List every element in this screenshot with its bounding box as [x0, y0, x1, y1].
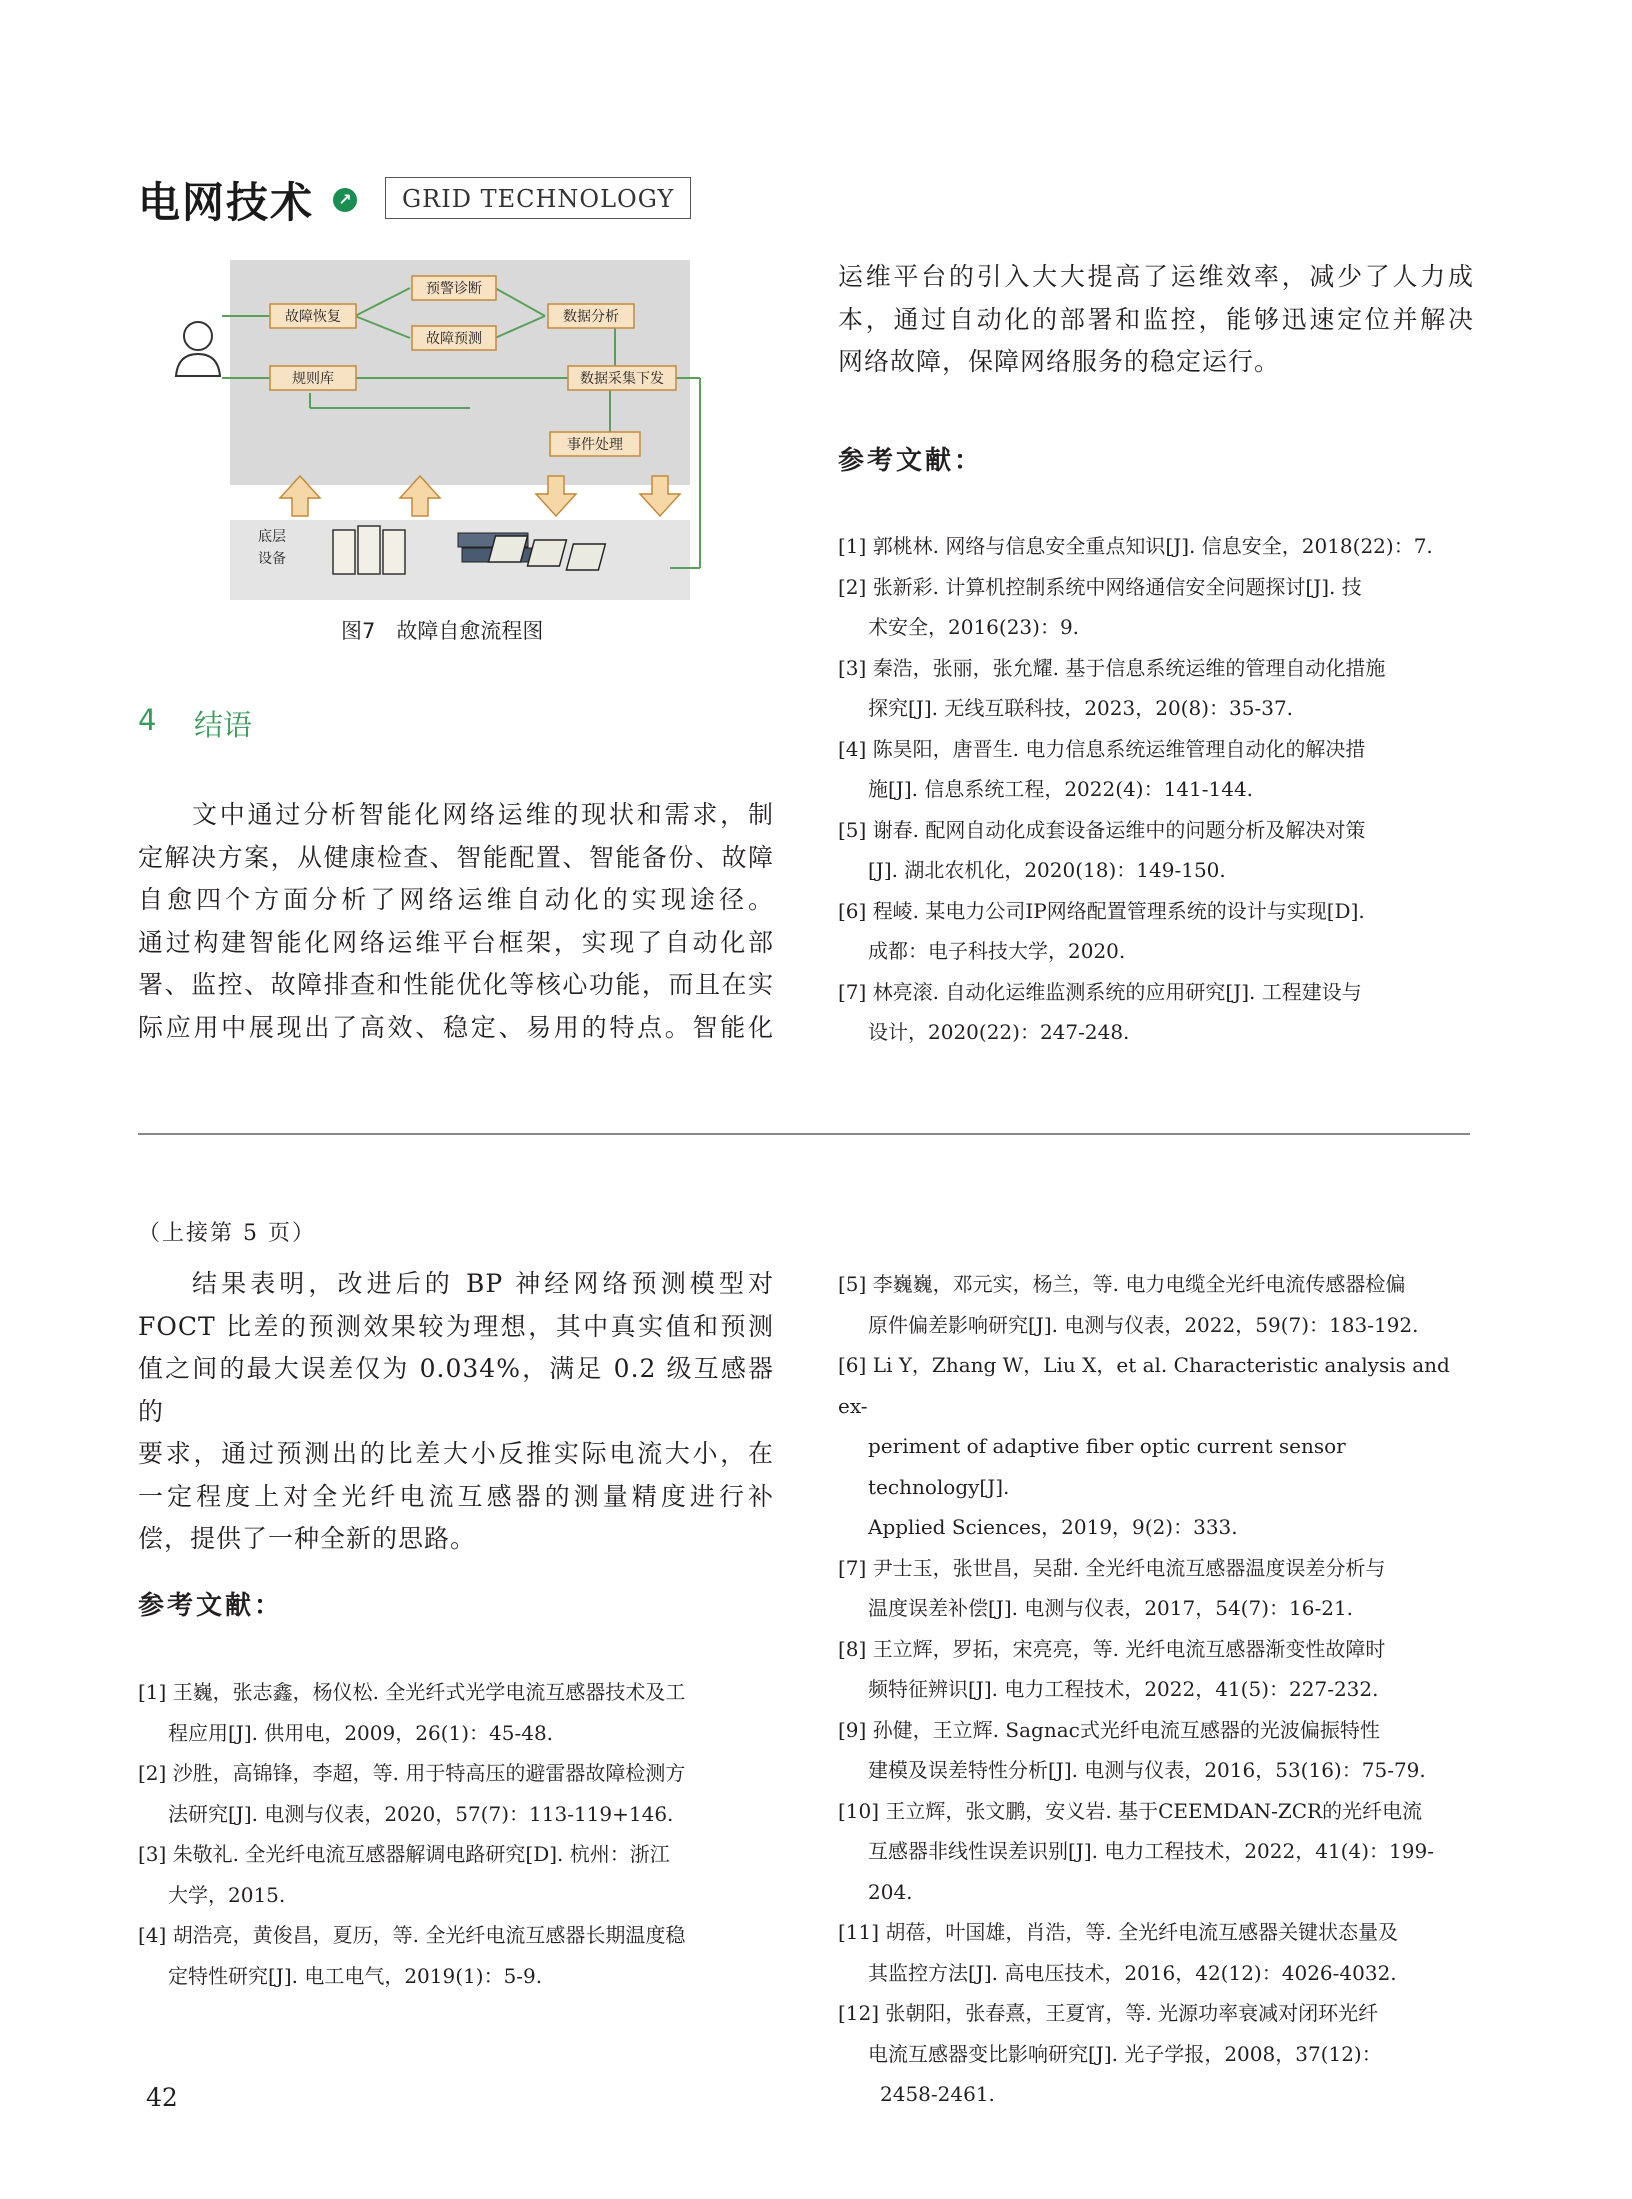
paragraph-line: 运维平台的引入大大提高了运维效率，减少了人力成: [838, 262, 1474, 291]
journal-section-badge: GRID TECHNOLOGY: [385, 177, 691, 219]
reference-item: [1] 郭桃林. 网络与信息安全重点知识[J]. 信息安全，2018(22)：7.: [838, 534, 1433, 558]
reference-item: [5] 谢春. 配网自动化成套设备运维中的问题分析及解决对策 [J]. 湖北农机化，2020(18)：149-150.: [838, 817, 1366, 882]
paragraph-line: 本，通过自动化的部署和监控，能够迅速定位并解决: [838, 304, 1474, 334]
reference-item: [7] 尹士玉，张世昌，吴甜. 全光纤电流互感器温度误差分析与 温度误差补偿[J]. 电测与仪表，2017，54(7)：16-21.: [838, 1555, 1386, 1620]
paragraph-line: 际应用中展现出了高效、稳定、易用的特点。智能化: [138, 1012, 774, 1042]
paragraph-line: 一定程度上对全光纤电流互感器的测量精度进行补: [138, 1481, 774, 1511]
article-divider: [138, 1133, 1470, 1135]
reference-item: [4] 胡浩亮，黄俊昌，夏历，等. 全光纤电流互感器长期温度稳 定特性研究[J]. 电工电气，2019(1)：5-9.: [138, 1923, 686, 1988]
page-number: 42: [146, 2083, 178, 2112]
results-paragraph: [138, 1263, 774, 1561]
box-label: 数据分析: [563, 309, 619, 325]
paragraph-line: 结果表明，改进后的 BP 神经网络预测模型对: [192, 1269, 774, 1298]
reference-item: [7] 林亮滚. 自动化运维监测系统的应用研究[J]. 工程建设与 设计，2020(22)：247-248.: [838, 979, 1362, 1044]
box-label: 规则库: [292, 371, 334, 387]
arrow-up-right-icon: ↗: [333, 188, 357, 212]
device-label: 底层: [258, 529, 286, 545]
server-icon: [333, 526, 405, 574]
conclusion-paragraph: [138, 794, 774, 1049]
box-label: 故障预测: [426, 331, 482, 347]
reference-item: [1] 王巍，张志鑫，杨仪松. 全光纤式光学电流互感器技术及工 程应用[J]. 供用电，2009，26(1)：45-48.: [138, 1680, 686, 1745]
section-number: 4: [138, 703, 157, 737]
paragraph-line: FOCT 比差的预测效果较为理想，其中真实值和预测: [138, 1311, 774, 1341]
box-label: 故障恢复: [285, 309, 341, 325]
paragraph-line: 网络故障，保障网络服务的稳定运行。: [838, 347, 1281, 376]
paragraph-line: 自愈四个方面分析了网络运维自动化的实现途径。: [138, 885, 774, 914]
box-label: 数据采集下发: [580, 371, 664, 387]
figure-caption: 图7 故障自愈流程图: [341, 619, 544, 643]
journal-section-title: 电网技术: [138, 178, 315, 227]
reference-item: [9] 孙健，王立辉. Sagnac式光纤电流互感器的光波偏振特性 建模及误差特性分析[J]. 电测与仪表，2016，53(16)：75-79.: [838, 1717, 1426, 1782]
continuation-note: （上接第 5 页）: [138, 1221, 316, 1246]
reference-item: [12] 张朝阳，张春熹，王夏宵，等. 光源功率衰减对闭环光纤 电流互感器变比影响研究[J]. 光子学报，2008，37(12)： 2458-2461.: [838, 2001, 1382, 2106]
paragraph-line: 要求，通过预测出的比差大小反推实际电流大小，在: [138, 1439, 774, 1468]
reference-item: [5] 李巍巍，邓元实，杨兰，等. 电力电缆全光纤电流传感器检偏 原件偏差影响研究[J]. 电测与仪表，2022，59(7)：183-192.: [838, 1272, 1419, 1337]
reference-item: [8] 王立辉，罗拓，宋亮亮，等. 光纤电流互感器渐变性故障时 频特征辨识[J]. 电力工程技术，2022，41(5)：227-232.: [838, 1636, 1386, 1701]
conclusion-paragraph-continued: [838, 256, 1474, 384]
reference-list: [138, 1672, 778, 1996]
paragraph-line: 文中通过分析智能化网络运维的现状和需求，制: [192, 800, 774, 829]
reference-item: [2] 张新彩. 计算机控制系统中网络通信安全问题探讨[J]. 技 术安全，2016(23)：9.: [838, 574, 1362, 639]
paragraph-line: 偿，提供了一种全新的思路。: [138, 1524, 477, 1553]
device-label: 设备: [258, 551, 286, 567]
figure-device-panel: [230, 520, 690, 600]
paragraph-line: 署、监控、故障排查和性能优化等核心功能，而且在实: [138, 970, 774, 999]
paragraph-line: 值之间的最大误差仅为 0.034%，满足 0.2 级互感器的: [138, 1354, 774, 1426]
paragraph-line: 通过构建智能化网络运维平台框架，实现了自动化部: [138, 927, 774, 957]
reference-item: [6] Li Y，Zhang W，Liu X，et al. Characteristic analysis and ex- periment of adaptive fiber optic current sensor technology[J]. Applied Sciences，2019，9(2)：333.: [838, 1353, 1450, 1539]
user-icon: [176, 322, 220, 376]
box-label: 事件处理: [567, 437, 623, 453]
reference-item: [10] 王立辉，张文鹏，安义岩. 基于CEEMDAN-ZCR的光纤电流 互感器非线性误差识别[J]. 电力工程技术，2022，41(4)：199-204.: [838, 1798, 1434, 1904]
reference-list: [838, 1264, 1478, 2115]
reference-item: [11] 胡蓓，叶国雄，肖浩，等. 全光纤电流互感器关键状态量及 其监控方法[J]. 高电压技术，2016，42(12)：4026-4032.: [838, 1920, 1399, 1985]
fault-self-healing-flowchart: [170, 258, 720, 603]
box-label: 预警诊断: [426, 281, 482, 297]
references-title: 参考文献：: [838, 446, 984, 476]
paragraph-line: 定解决方案，从健康检查、智能配置、智能备份、故障: [138, 842, 774, 872]
references-title: 参考文献：: [138, 1591, 284, 1621]
reference-item: [2] 沙胜，高锦锋，李超，等. 用于特高压的避雷器故障检测方 法研究[J]. 电测与仪表，2020，57(7)：113-119+146.: [138, 1761, 686, 1826]
reference-item: [3] 秦浩，张丽，张允耀. 基于信息系统运维的管理自动化措施 探究[J]. 无线互联科技，2023，20(8)：35-37.: [838, 655, 1386, 720]
reference-item: [6] 程崚. 某电力公司IP网络配置管理系统的设计与实现[D]. 成都：电子科技大学，2020.: [838, 898, 1365, 963]
section-title: 结语: [194, 708, 253, 742]
reference-item: [3] 朱敬礼. 全光纤电流互感器解调电路研究[D]. 杭州：浙江 大学，2015.: [138, 1842, 670, 1907]
reference-list: [838, 526, 1478, 1053]
reference-item: [4] 陈昊阳，唐晋生. 电力信息系统运维管理自动化的解决措 施[J]. 信息系统工程，2022(4)：141-144.: [838, 736, 1366, 801]
